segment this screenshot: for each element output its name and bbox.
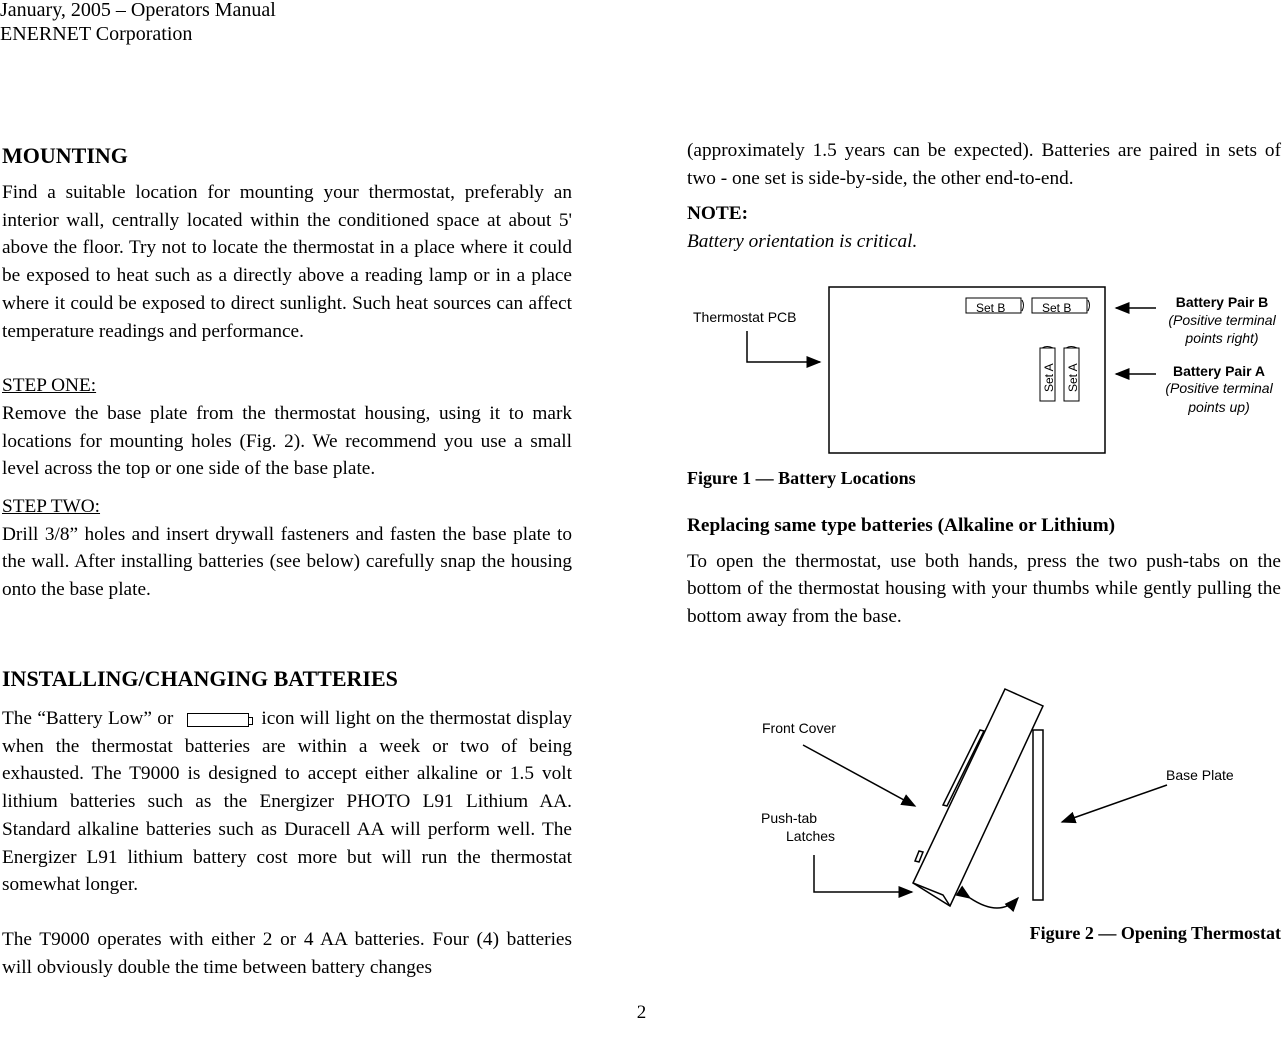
step-two-heading: STEP TWO: <box>2 496 101 518</box>
step-one-paragraph: Remove the base plate from the thermostat housing, using it to mark locations for mounting holes (Fig. 2). We recommend you use a small level across the top or one side of the base plate. <box>2 402 572 480</box>
pair-a-note-1: (Positive terminal <box>1165 380 1273 396</box>
replace-heading: Replacing same type batteries (Alkaline or Lithium) <box>687 515 1116 536</box>
replace-section <box>687 512 1281 631</box>
step-one-heading: STEP ONE: <box>2 375 97 397</box>
set-b-label-2: Set B <box>1042 301 1072 315</box>
figure-1-caption: Figure 1 — Battery Locations <box>687 468 916 488</box>
latches-label: Latches <box>786 828 836 844</box>
pair-b-note-1: (Positive terminal <box>1168 312 1276 328</box>
mounting-heading: MOUNTING <box>2 143 128 168</box>
pcb-arrow <box>747 331 820 362</box>
set-a-label-1: Set A <box>1042 363 1056 392</box>
batteries-paragraph-2: The T9000 operates with either 2 or 4 AA batteries. Four (4) batteries will obviously double the time between battery changes <box>2 928 572 978</box>
step-two-paragraph: Drill 3/8” holes and insert drywall fasteners and fasten the base plate to the wall. After installing batteries (see below) carefully snap the housing onto the base plate. <box>2 523 572 601</box>
header-line-2: ENERNET Corporation <box>0 23 193 45</box>
pair-a-label: Battery Pair A <box>1172 363 1266 379</box>
front-cover-label: Front Cover <box>762 720 836 736</box>
mounting-paragraph: Find a suitable location for mounting your thermostat, preferably an interior wall, centrally located within the conditioned space at about 5' above the floor. Try not to locate the thermostat in a place where it could be exposed to heat such as a directly above a reading lamp or in a place where it could be exposed to direct sunlight. Such heat sources can affect temperature readings and performance. <box>2 182 572 342</box>
note-text: Battery orientation is critical. <box>687 231 918 253</box>
batteries-heading: INSTALLING/CHANGING BATTERIES <box>2 666 398 691</box>
pair-b-note-2: points right) <box>1185 330 1259 346</box>
note-heading: NOTE: <box>687 203 749 225</box>
set-a-label-2: Set A <box>1066 363 1080 392</box>
continued-paragraph: (approximately 1.5 years can be expected). Batteries are paired in sets of two - one set is side-by-side, the other end-to-end. <box>687 140 1281 189</box>
base-plate-shape <box>1033 730 1043 900</box>
set-b-label-1: Set B <box>976 301 1006 315</box>
header-line-1: January, 2005 – Operators Manual <box>0 0 276 21</box>
pair-b-label: Battery Pair B <box>1175 294 1269 310</box>
pcb-label: Thermostat PCB <box>693 309 797 325</box>
figure-2-caption: Figure 2 — Opening Thermostat <box>1029 923 1281 943</box>
figure-1-battery-locations <box>693 287 1277 453</box>
base-plate-label: Base Plate <box>1166 767 1234 783</box>
push-tab-label: Push-tab <box>761 810 818 826</box>
figure-2-opening-thermostat <box>803 689 1167 908</box>
batt-text-b: icon will light on the thermostat display when the thermostat batteries are within a week or two of being exhausted. The T9000 is designed to accept either alkaline or 1.5 volt lithium batteries such as the Energizer PHOTO L91 Lithium AA. Standard alkaline batteries such as Duracell AA will perform well. The Energizer L91 lithium battery cost more but will run the thermostat somewhat longer. <box>2 708 572 896</box>
batt-text-a: The “Battery Low” or <box>2 708 174 729</box>
replace-paragraph: To open the thermostat, use both hands, press the two push-tabs on the bottom of the thermostat housing with your thumbs while gently pulling the bottom away from the base. <box>687 550 1281 628</box>
front-cover-shape <box>913 689 1043 906</box>
page-number: 2 <box>636 1002 647 1023</box>
pair-a-note-2: points up) <box>1188 399 1250 415</box>
